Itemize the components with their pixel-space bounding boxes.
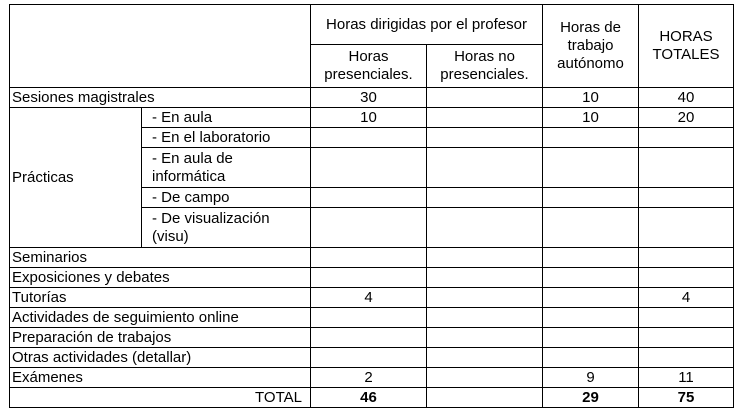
cell-autonomo xyxy=(543,328,639,348)
table-row xyxy=(10,248,734,268)
table-row xyxy=(10,308,734,328)
cell-no-presencial xyxy=(427,348,543,368)
header-row-1 xyxy=(10,5,734,45)
header-not-in-person: Horas no presenciales. xyxy=(427,45,543,88)
total-presencial: 46 xyxy=(311,388,427,408)
row-label: Tutorías xyxy=(10,288,311,308)
table-row xyxy=(10,88,734,108)
cell-total: 4 xyxy=(639,288,734,308)
cell-presencial xyxy=(311,148,427,188)
header-empty-cell xyxy=(10,5,311,88)
table-row xyxy=(10,328,734,348)
cell-no-presencial xyxy=(427,188,543,208)
cell-no-presencial xyxy=(427,108,543,128)
cell-no-presencial xyxy=(427,308,543,328)
cell-presencial: 4 xyxy=(311,288,427,308)
total-no-presencial xyxy=(427,388,543,408)
practicas-label: Prácticas xyxy=(10,108,142,248)
cell-total xyxy=(639,308,734,328)
cell-total xyxy=(639,208,734,248)
cell-presencial xyxy=(311,188,427,208)
row-label: - De campo xyxy=(142,188,311,208)
cell-no-presencial xyxy=(427,148,543,188)
row-label: - De visualización (visu) xyxy=(142,208,311,248)
cell-total: 20 xyxy=(639,108,734,128)
cell-no-presencial xyxy=(427,248,543,268)
cell-autonomo xyxy=(543,268,639,288)
total-autonomo: 29 xyxy=(543,388,639,408)
row-label: Seminarios xyxy=(10,248,311,268)
cell-autonomo xyxy=(543,188,639,208)
table-row xyxy=(10,348,734,368)
total-row xyxy=(10,388,734,408)
cell-autonomo xyxy=(543,308,639,328)
cell-no-presencial xyxy=(427,268,543,288)
cell-presencial xyxy=(311,328,427,348)
header-guided-hours: Horas dirigidas por el profesor xyxy=(311,5,543,45)
cell-no-presencial xyxy=(427,88,543,108)
cell-presencial: 30 xyxy=(311,88,427,108)
cell-autonomo xyxy=(543,148,639,188)
table-row xyxy=(10,288,734,308)
cell-autonomo: 9 xyxy=(543,368,639,388)
header-autonomous: Horas de trabajo autónomo xyxy=(543,5,639,88)
row-label: Exámenes xyxy=(10,368,311,388)
cell-autonomo: 10 xyxy=(543,88,639,108)
row-label: Sesiones magistrales xyxy=(10,88,311,108)
total-total: 75 xyxy=(639,388,734,408)
cell-no-presencial xyxy=(427,288,543,308)
row-label: - En el laboratorio xyxy=(142,128,311,148)
cell-no-presencial xyxy=(427,128,543,148)
header-in-person: Horas presenciales. xyxy=(311,45,427,88)
row-label: Exposiciones y debates xyxy=(10,268,311,288)
cell-presencial: 2 xyxy=(311,368,427,388)
cell-autonomo xyxy=(543,288,639,308)
total-label: TOTAL xyxy=(10,388,311,408)
cell-total xyxy=(639,248,734,268)
table-row xyxy=(10,268,734,288)
row-label: - En aula de informática xyxy=(142,148,311,188)
header-total: HORAS TOTALES xyxy=(639,5,734,88)
cell-total xyxy=(639,328,734,348)
cell-presencial xyxy=(311,208,427,248)
row-label: Actividades de seguimiento online xyxy=(10,308,311,328)
cell-autonomo xyxy=(543,348,639,368)
cell-total xyxy=(639,188,734,208)
cell-autonomo xyxy=(543,208,639,248)
cell-presencial xyxy=(311,128,427,148)
cell-presencial xyxy=(311,248,427,268)
cell-presencial: 10 xyxy=(311,108,427,128)
cell-no-presencial xyxy=(427,368,543,388)
cell-total: 11 xyxy=(639,368,734,388)
hours-table xyxy=(9,4,734,408)
cell-autonomo: 10 xyxy=(543,108,639,128)
row-label: - En aula xyxy=(142,108,311,128)
cell-total xyxy=(639,128,734,148)
row-label: Otras actividades (detallar) xyxy=(10,348,311,368)
cell-autonomo xyxy=(543,128,639,148)
cell-presencial xyxy=(311,268,427,288)
cell-total xyxy=(639,148,734,188)
cell-no-presencial xyxy=(427,328,543,348)
cell-presencial xyxy=(311,308,427,328)
cell-no-presencial xyxy=(427,208,543,248)
row-label: Preparación de trabajos xyxy=(10,328,311,348)
table-row xyxy=(10,108,734,128)
cell-total: 40 xyxy=(639,88,734,108)
table-row xyxy=(10,368,734,388)
cell-total xyxy=(639,268,734,288)
cell-total xyxy=(639,348,734,368)
cell-autonomo xyxy=(543,248,639,268)
cell-presencial xyxy=(311,348,427,368)
